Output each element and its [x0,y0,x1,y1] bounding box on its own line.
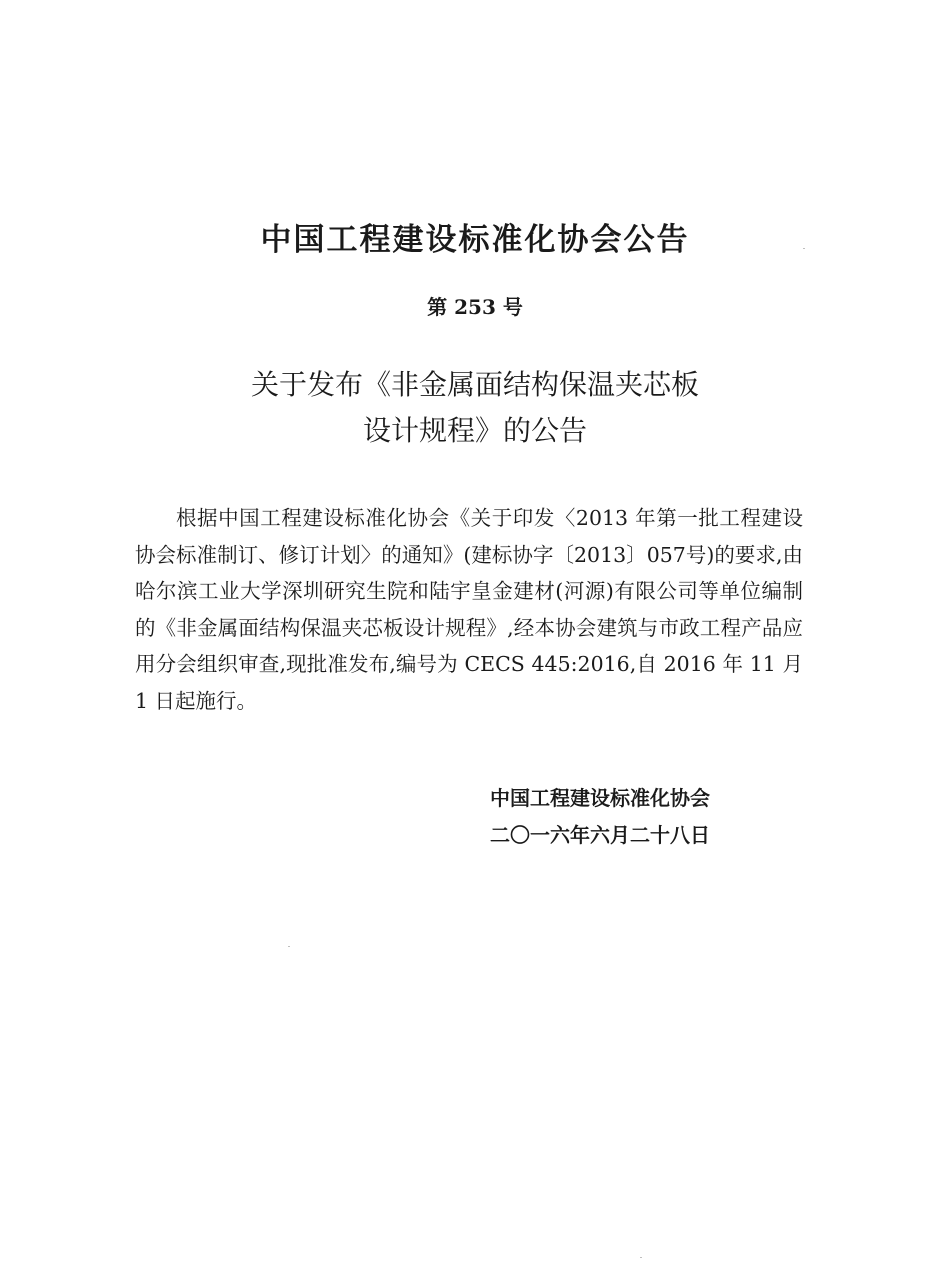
notice-number: 第 253 号 [427,295,523,319]
signature-date: 二〇一六年六月二十八日 [490,823,710,847]
notice-heading-line-1: 关于发布《非金属面结构保温夹芯板 [250,368,699,401]
notice-body [135,500,803,719]
signature-block [490,780,710,854]
scan-speck [288,946,290,947]
notice-heading [0,362,950,454]
scan-speck [803,248,805,249]
signature-organization: 中国工程建设标准化协会 [490,786,710,810]
notice-heading-line-2: 设计规程》的公告 [362,414,587,447]
body-paragraph: 根据中国工程建设标准化协会《关于印发〈2013 年第一批工程建设协会标准制订、修订计划〉的通知》(建标协字〔2013〕057号)的要求,由哈尔滨工业大学深圳研究生院和陆宇皇金建材(河源)有限公司等单位编制的《非金属面结构保温夹芯板设计规程》,经本协会建筑与市政工程产品应用分会组织审查,现批准发布,编号为 CECS 445:2016,自 2016 年 11 月 1 日起施行。 [135,506,803,713]
scan-speck [640,1257,642,1258]
organization-title: 中国工程建设标准化协会公告 [260,222,690,258]
